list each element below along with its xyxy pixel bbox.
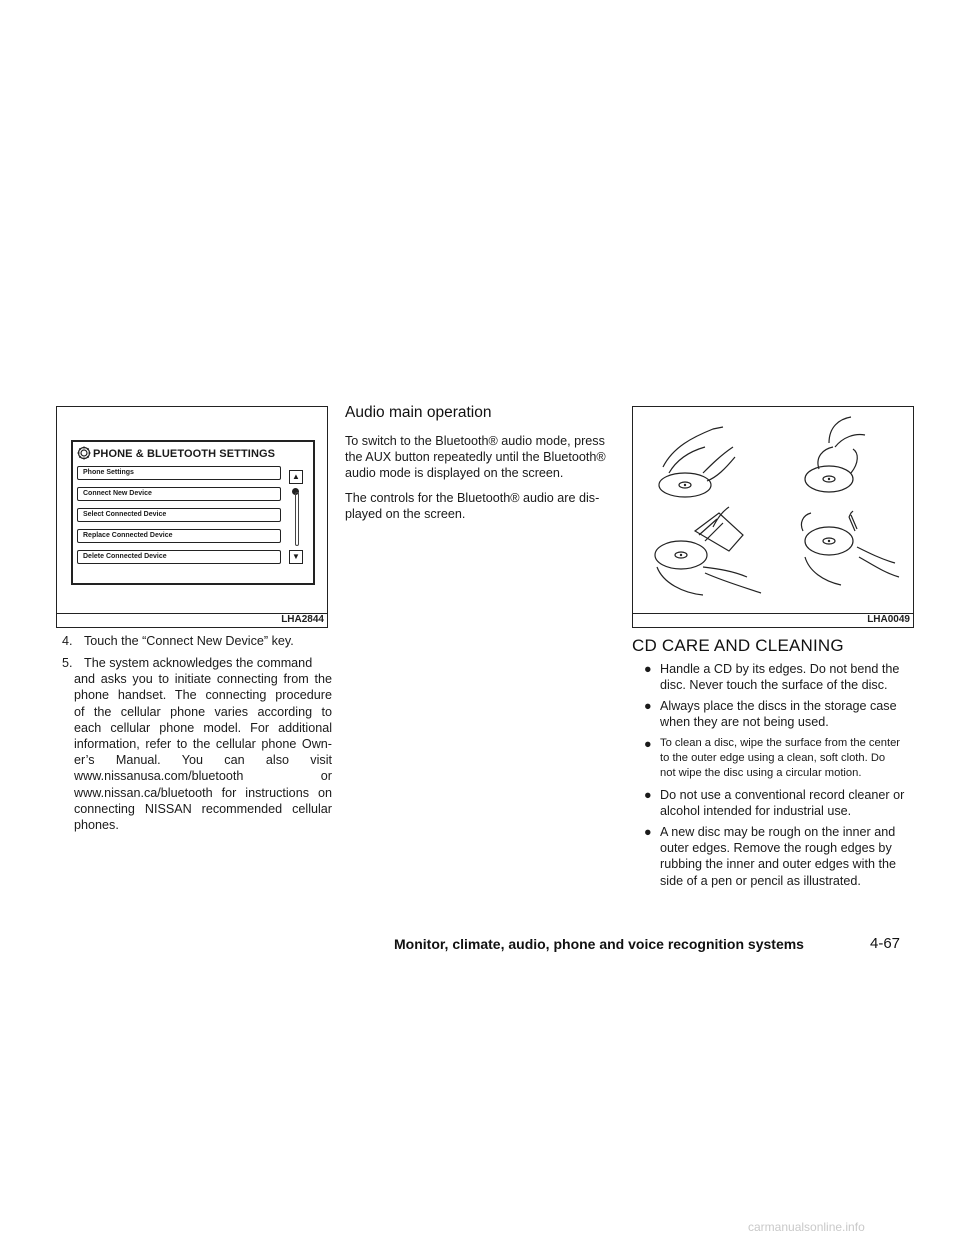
bullet-text (660, 824, 916, 889)
page-number: 4-67 (870, 935, 901, 952)
text-line: to the outer edge using a clean, soft cloth. Do (660, 752, 886, 765)
figure-phone-bluetooth-settings (56, 406, 328, 628)
text-line: connecting NISSAN recommended cellular (74, 801, 332, 816)
figure-cd-handling (632, 406, 914, 628)
bullet-icon: ● (644, 788, 652, 802)
text-line: not wipe the disc using a circular motion. (660, 767, 862, 780)
bullet-text (660, 736, 916, 782)
list-item-5 (62, 655, 332, 845)
cd-care-heading: CD CARE AND CLEANING (632, 636, 844, 655)
text-line: the AUX button repeatedly until the Bluetooth® (345, 450, 606, 465)
select-connected-device-button[interactable]: Select Connected Device (77, 508, 281, 522)
text-line: and asks you to initiate connecting from the (74, 672, 332, 687)
text-line: when they are not being used. (660, 715, 829, 730)
text-line: side of a pen or pencil as illustrated. (660, 873, 861, 888)
text-line: phone handset. The connecting procedure (74, 688, 332, 703)
bullet-text (660, 698, 916, 730)
bullet-text (660, 661, 916, 693)
footer-section-title: Monitor, climate, audio, phone and voice recognition systems (394, 936, 804, 952)
figure-label: LHA2844 (281, 614, 324, 625)
phone-settings-button[interactable]: Phone Settings (77, 466, 281, 480)
watermark-text: carmanualsonline.info (748, 1220, 865, 1234)
bullet-item (644, 824, 916, 892)
text-line: audio mode is displayed on the screen. (345, 466, 564, 481)
text-line: played on the screen. (345, 507, 466, 522)
text-line: rubbing the inner and outer edges with the (660, 857, 896, 872)
scroll-track[interactable] (295, 492, 299, 546)
figure-label: LHA0049 (867, 614, 910, 625)
connect-new-device-button[interactable]: Connect New Device (77, 487, 281, 501)
bullet-icon: ● (644, 662, 652, 676)
bullet-text (660, 787, 916, 819)
url-line[interactable]: www.nissanusa.com/bluetooth or (74, 769, 332, 784)
bullet-item (644, 698, 916, 732)
audio-main-operation-heading: Audio main operation (345, 404, 492, 421)
text-line: information, refer to the cellular phone Own- (74, 737, 332, 752)
phone-settings-screen (71, 440, 315, 585)
scroll-up-button[interactable]: ▲ (289, 470, 303, 484)
text-line: Always place the discs in the storage case (660, 699, 897, 713)
text-line: phones. (74, 818, 119, 833)
gear-icon (77, 446, 91, 460)
url-line[interactable]: www.nissan.ca/bluetooth for instructions on (74, 785, 332, 800)
scroll-down-button[interactable]: ▼ (289, 550, 303, 564)
list-number: 5. (62, 656, 73, 670)
text-line: A new disc may be rough on the inner and (660, 825, 896, 839)
delete-connected-device-button[interactable]: Delete Connected Device (77, 550, 281, 564)
list-item-4 (62, 633, 332, 651)
text-line: alcohol intended for industrial use. (660, 804, 852, 819)
text-line: To clean a disc, wipe the surface from the center (660, 737, 901, 749)
bullet-item (644, 787, 916, 821)
replace-connected-device-button[interactable]: Replace Connected Device (77, 529, 281, 543)
screen-title: PHONE & BLUETOOTH SETTINGS (93, 448, 276, 460)
text-line: The controls for the Bluetooth® audio are dis- (345, 491, 600, 505)
text-line: disc. Never touch the surface of the disc. (660, 678, 888, 693)
audio-paragraph-1 (345, 433, 625, 482)
audio-paragraph-2 (345, 490, 625, 522)
bullet-item (644, 736, 916, 784)
list-text (62, 655, 332, 833)
list-number: 4. (62, 634, 73, 648)
bullet-icon: ● (644, 737, 652, 751)
text-line: Do not use a conventional record cleaner or (660, 788, 905, 802)
list-text: Touch the “Connect New Device” key. (84, 634, 294, 648)
bullet-item (644, 661, 916, 695)
text-line: of the cellular phone varies according to (74, 704, 332, 719)
bullet-icon: ● (644, 825, 652, 839)
text-line: outer edges. Remove the rough edges by (660, 841, 892, 856)
text-line: Handle a CD by its edges. Do not bend the (660, 662, 900, 676)
text-line: To switch to the Bluetooth® audio mode, press (345, 434, 605, 448)
text-line: each cellular phone model. For additional (74, 720, 332, 735)
bullet-icon: ● (644, 699, 652, 713)
cd-handling-illustration (633, 407, 913, 612)
text-line: er’s Manual. You can also visit (74, 753, 332, 768)
text-line: The system acknowledges the command (84, 656, 313, 670)
